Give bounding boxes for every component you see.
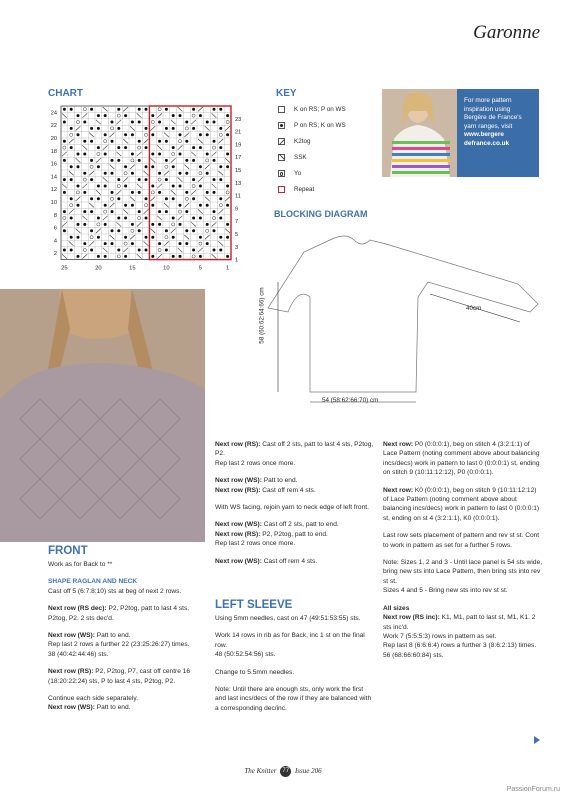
purl-stitch [192,146,195,149]
purl-stitch [104,242,107,245]
purl-stitch [145,178,148,181]
purl-stitch [70,249,73,252]
row-label-left: 10 [50,200,57,206]
purl-stitch [104,185,107,188]
row-label-left: 20 [50,136,57,142]
purl-stitch [213,229,216,232]
row-label-left: 6 [53,225,57,232]
row-label-left: 24 [50,110,57,117]
purl-stitch [165,249,168,252]
purl-stitch [199,165,202,168]
purl-stitch [70,236,73,239]
purl-stitch [131,204,134,207]
purl-stitch [70,146,73,149]
purl-stitch [63,210,66,213]
purl-stitch [192,178,195,181]
purl-stitch [185,229,188,232]
purl-stitch [158,140,161,143]
purl-stitch [131,191,134,194]
purl-stitch [179,172,182,175]
purl-stitch [117,127,120,130]
purl-stitch [70,197,73,200]
purl-stitch [117,197,120,200]
purl-stitch [117,249,120,252]
purl-stitch [138,249,141,252]
purl-stitch [226,133,229,136]
purl-stitch [145,165,148,168]
row-label-left: 2 [53,251,57,258]
purl-stitch [97,217,100,220]
purl-stitch [138,210,141,213]
purl-stitch [219,236,222,239]
row-label-right: 3 [235,244,239,251]
purl-stitch [97,197,100,200]
key-heading: KEY [276,88,297,99]
purl-stitch [97,185,100,188]
purl-stitch [90,159,93,162]
row-label-right: 13 [235,180,242,187]
purl-stitch [83,140,86,143]
purl-stitch [151,153,154,156]
purl-stitch [179,223,182,226]
watermark: PassionForum.ru [506,786,560,793]
purl-stitch [145,146,148,149]
purl-stitch [192,229,195,232]
width-label: 54 (58:62:66:70) cm [322,397,379,404]
purl-stitch [165,229,168,232]
purl-stitch [90,108,93,111]
purl-stitch [131,223,134,226]
purl-stitch [104,255,107,258]
knitting-chart [44,102,254,282]
purl-stitch [124,185,127,188]
purl-stitch [185,210,188,213]
purl-stitch [90,229,93,232]
purl-stitch [158,153,161,156]
key-item: SSK [278,152,346,164]
purl-stitch [185,242,188,245]
purl-stitch [97,165,100,168]
purl-stitch [185,159,188,162]
purl-stitch [145,217,148,220]
purl-stitch [179,255,182,258]
row-label-left: 12 [50,187,57,194]
purl-stitch [185,172,188,175]
purl-stitch [111,140,114,143]
purl-stitch [172,146,175,149]
purl-stitch [172,217,175,220]
purl-stitch [158,121,161,124]
row-label-right: 11 [235,193,241,200]
purl-stitch [158,223,161,226]
purl-stitch [206,191,209,194]
purl-stitch [165,178,168,181]
purl-stitch [151,165,154,168]
purl-stitch [219,146,222,149]
blocking-diagram [258,222,548,412]
purl-stitch [219,178,222,181]
purl-stitch [172,236,175,239]
purl-stitch [179,153,182,156]
col-label: 15 [129,265,136,272]
purl-stitch [138,229,141,232]
purl-stitch [206,223,209,226]
purl-stitch [83,242,86,245]
length-label: 58 (60:62:64:66) cm [258,287,266,344]
purl-stitch [117,108,120,111]
purl-stitch [104,172,107,175]
purl-stitch [97,127,100,130]
purl-stitch [70,217,73,220]
purl-stitch [90,249,93,252]
pattern-title: Garonne [473,22,540,43]
sleeve-instructions: Using 5mm needles, cast on 47 (49:51:53:55) sts. Work 14 rows in rib as for Back, inc 1 st on the final row. 48 (50:52:54:56) sts. Change to 5.5mm needles. Note: Until there are enough sts, only work the first and last incs/decs of the row if they are balanced with a corresponding dec/inc. [215,615,372,712]
purl-stitch [213,121,216,124]
purl-stitch [145,108,148,111]
purl-stitch [219,165,222,168]
purl-stitch [199,185,202,188]
purl-stitch [206,204,209,207]
key-list [278,104,346,200]
purl-stitch [124,204,127,207]
row-label-right: 21 [235,129,242,136]
key-item: Repeat [278,184,346,196]
row-label-left: 4 [53,238,57,245]
left-slash-icon [278,154,285,161]
dot-square-icon [278,122,285,129]
purl-stitch [117,146,120,149]
left-sleeve-heading: LEFT SLEEVE [215,599,293,611]
purl-stitch [192,127,195,130]
purl-stitch [104,114,107,117]
purl-stitch [97,146,100,149]
purl-stitch [226,255,229,258]
purl-stitch [63,229,66,232]
purl-stitch [70,165,73,168]
row-label-right: 9 [235,206,239,213]
purl-stitch [138,108,141,111]
row-label-right: 5 [235,232,239,238]
purl-stitch [151,223,154,226]
purl-stitch [104,153,107,156]
sweater-photo [0,289,205,542]
purl-stitch [117,178,120,181]
purl-stitch [158,210,161,213]
purl-stitch [213,178,216,181]
purl-stitch [199,114,202,117]
front-instructions: Work as for Back to ** SHAPE RAGLAN AND NECK Cast off 5 (6:7:8:10) sts at beg of next 2 rows. Next row (RS dec): P2, P2tog, patt to last 4 sts, P2tog, P2. 2 sts dec'd. Next row (WS): Patt to end. Rep last 2 rows a further 22 (23:25:26:27) times. 38 (40:42:44:46) sts. Next row (RS): P2, P2tog, P7, cast off centre 16 (18:20:22:24) sts, P to last 4 sts, P2tog, P2. Continue each side separately. Next row (WS): Patt to end. [48,561,191,712]
purl-stitch [165,140,168,143]
purl-stitch [70,178,73,181]
purl-stitch [213,191,216,194]
purl-stitch [219,249,222,252]
purl-stitch [219,197,222,200]
purl-stitch [97,236,100,239]
purl-stitch [111,159,114,162]
blocking-heading: BLOCKING DIAGRAM [274,209,368,219]
purl-stitch [77,153,80,156]
purl-stitch [185,121,188,124]
purl-stitch [104,204,107,207]
purl-stitch [199,146,202,149]
purl-stitch [124,255,127,258]
row-label-right: 19 [235,142,242,149]
purl-stitch [104,223,107,226]
purl-stitch [179,204,182,207]
purl-stitch [124,133,127,136]
purl-stitch [199,255,202,258]
purl-stitch [192,108,195,111]
purl-stitch [145,127,148,130]
purl-stitch [90,178,93,181]
purl-stitch [165,197,168,200]
sleeve-label: 40cm [466,305,482,312]
purl-stitch [158,191,161,194]
purl-stitch [179,133,182,136]
purl-stitch [213,140,216,143]
purl-stitch [111,210,114,213]
purl-stitch [117,229,120,232]
purl-stitch [151,185,154,188]
purl-stitch [83,191,86,194]
purl-stitch [172,255,175,258]
purl-stitch [172,114,175,117]
chart-grid [44,102,254,282]
purl-stitch [124,165,127,168]
purl-stitch [179,242,182,245]
purl-stitch [90,197,93,200]
continue-arrow-icon [534,736,540,744]
purl-stitch [111,191,114,194]
purl-stitch [145,236,148,239]
purl-stitch [185,191,188,194]
purl-stitch [138,121,141,124]
purl-stitch [138,191,141,194]
purl-stitch [131,172,134,175]
purl-stitch [151,236,154,239]
purl-stitch [83,121,86,124]
website-link[interactable]: www.bergere defrance.co.uk [464,131,510,147]
purl-stitch [63,121,66,124]
row-label-right: 23 [235,116,242,123]
purl-stitch [77,223,80,226]
purl-stitch [165,210,168,213]
purl-stitch [104,133,107,136]
purl-stitch [77,185,80,188]
row-label-left: 16 [50,161,57,168]
purl-stitch [226,165,229,168]
purl-stitch [219,217,222,220]
purl-stitch [226,114,229,117]
purl-stitch [90,140,93,143]
purl-stitch [206,153,209,156]
purl-stitch [124,217,127,220]
purl-stitch [226,236,229,239]
page-footer: The Knitter 77 Issue 206 [244,767,322,776]
purl-stitch [124,146,127,149]
purl-stitch [63,108,66,111]
purl-stitch [138,140,141,143]
purl-stitch [63,159,66,162]
purl-stitch [70,108,73,111]
purl-stitch [63,178,66,181]
purl-stitch [63,249,66,252]
purl-stitch [77,114,80,117]
purl-stitch [111,172,114,175]
model-photo [382,89,457,177]
purl-stitch [145,249,148,252]
col-label: 20 [95,265,102,272]
purl-stitch [172,197,175,200]
page-number: 77 [280,766,291,777]
purl-stitch [111,242,114,245]
purl-stitch [151,114,154,117]
row-label-right: 1 [235,257,239,264]
purl-stitch [77,165,80,168]
purl-stitch [124,114,127,117]
purl-stitch [77,204,80,207]
purl-stitch [192,159,195,162]
front-heading: FRONT [48,545,88,557]
purl-stitch [111,121,114,124]
purl-stitch [199,217,202,220]
purl-stitch [213,249,216,252]
purl-stitch [77,255,80,258]
purl-stitch [138,159,141,162]
purl-stitch [172,185,175,188]
purl-stitch [226,223,229,226]
purl-stitch [90,127,93,130]
purl-stitch [138,178,141,181]
purl-stitch [213,210,216,213]
purl-stitch [165,127,168,130]
purl-stitch [172,165,175,168]
purl-stitch [83,172,86,175]
purl-stitch [192,197,195,200]
chart-heading: CHART [48,88,83,99]
col-label: 10 [163,265,170,272]
purl-stitch [199,204,202,207]
purl-stitch [206,242,209,245]
purl-stitch [206,172,209,175]
col-label: 5 [198,265,203,272]
right-slash-icon [278,138,285,145]
purl-stitch [226,185,229,188]
purl-stitch [199,133,202,136]
key-item: Yo [278,168,346,180]
purl-stitch [97,114,100,117]
purl-stitch [206,121,209,124]
purl-stitch [213,159,216,162]
key-item: K2tog [278,136,346,148]
purl-stitch [117,217,120,220]
purl-stitch [179,185,182,188]
row-label-left: 18 [50,148,57,155]
purl-stitch [192,249,195,252]
purl-stitch [151,204,154,207]
purl-stitch [111,229,114,232]
purl-stitch [63,140,66,143]
purl-stitch [213,108,216,111]
row-label-right: 7 [235,219,239,226]
row-label-right: 17 [235,155,242,162]
purl-stitch [219,127,222,130]
purl-stitch [83,223,86,226]
purl-stitch [206,133,209,136]
purl-stitch [124,236,127,239]
purl-stitch [172,127,175,130]
purl-stitch [185,140,188,143]
col-label: 1 [225,265,230,272]
purl-stitch [226,204,229,207]
purl-stitch [77,236,80,239]
purl-stitch [63,191,66,194]
col3-instructions: Next row: P0 (0:0:0:1), beg on stitch 4 (3:2:1:1) of Lace Pattern (noting comment above about balancing incs/decs) work in pattern to last 0 (0:0:0:1) st, ending on stitch 9 (10:11:12:12), P0 (0:0:0:1). Next row: K0 (0:0:0:1), beg on stitch 9 (10:11:12:12) of Lace Pattern (noting comment above about balancing incs/decs) work in pattern to last 0 (0:0:0:1) st, ending on st 4 (3:2:1:1), K0 (0:0:0:1). Last row sets placement of pattern and rev st st. Cont to work in pattern as set for a further 5 rows. Note: Sizes 1, 2 and 3 - Until lace panel is 54 sts wide, bring new sts into Lace Pattern, then bring sts into rev st st. Sizes 4 and 5 - Bring new sts into rev st st. All sizes Next row (RS inc): K1, M1, patt to last st, M1, K1. 2 sts inc'd. Work 7 (5:5:5:3) rows in pattern as set. Rep last 8 (6:6:6:4) rows a further 3 (8:6:2:13) times. 56 (68:66:60:84) sts. [383,441,543,659]
purl-stitch [117,159,120,162]
purl-stitch [131,153,134,156]
col-label: 25 [61,265,68,272]
purl-stitch [131,242,134,245]
red-square-icon [278,186,285,193]
purl-stitch [219,108,222,111]
row-label-left: 22 [50,123,57,130]
purl-stitch [151,133,154,136]
purl-stitch [70,127,73,130]
purl-stitch [151,255,154,258]
purl-stitch [83,153,86,156]
purl-stitch [131,133,134,136]
row-label-right: 15 [235,168,242,174]
purl-stitch [97,255,100,258]
key-item: K on RS; P on WS [278,104,346,116]
purl-stitch [77,133,80,136]
key-item: P on RS; K on WS [278,120,346,132]
purl-stitch [165,159,168,162]
row-label-left: 8 [53,212,57,219]
col2-instructions: Next row (RS): Cast off 2 sts, patt to last 4 sts, P2tog, P2. Rep last 2 rows once more. Next row (WS): Patt to end. Next row (RS): Cast off rem 4 sts. With WS facing, rejoin yarn to neck edge of left front. Next row (WS): Cast off 2 sts, patt to end. Next row (RS): P2, P2tog, patt to end. Rep last 2 rows once more. Next row (WS): Cast off rem 4 sts. [215,441,374,565]
purl-stitch [199,236,202,239]
purl-stitch [83,210,86,213]
purl-stitch [90,210,93,213]
purl-stitch [165,108,168,111]
purl-stitch [226,153,229,156]
purl-stitch [145,197,148,200]
purl-stitch [131,121,134,124]
purl-stitch [158,242,161,245]
row-label-left: 14 [50,174,57,181]
info-box: For more pattern inspiration using Bergère de France's yarn ranges, visit www.bergere defrance.co.uk [457,89,539,177]
circle-icon [278,170,285,177]
purl-stitch [179,114,182,117]
empty-square-icon [278,106,285,113]
purl-stitch [158,172,161,175]
purl-stitch [192,217,195,220]
